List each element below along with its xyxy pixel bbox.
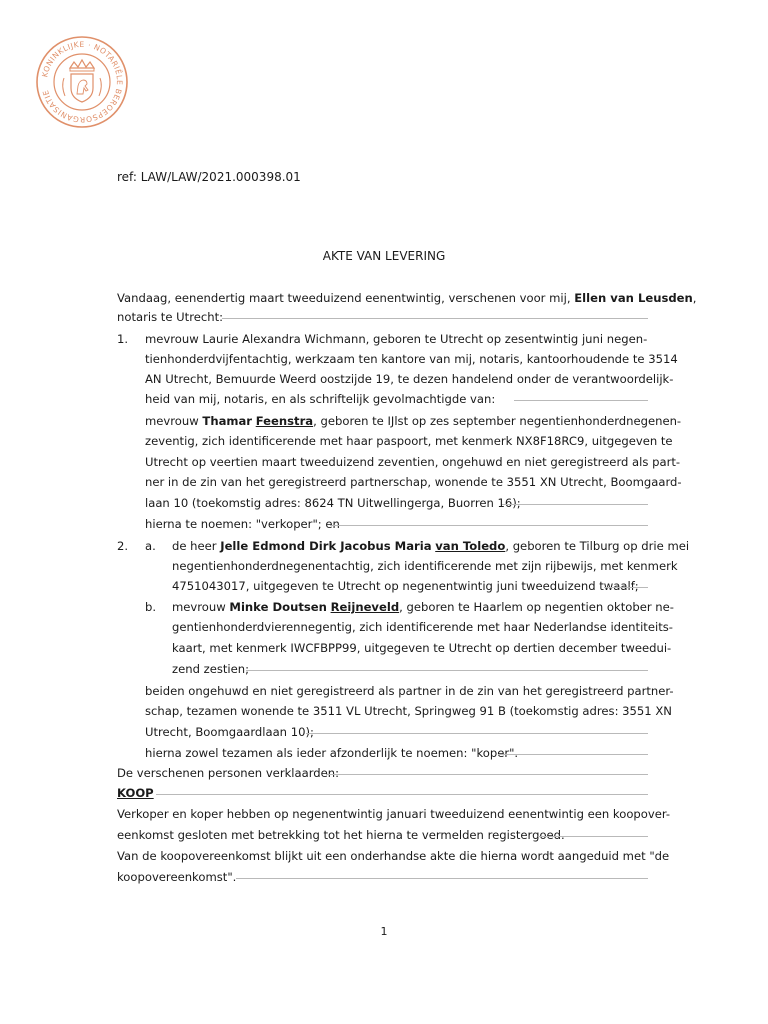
principal-prefix: mevrouw xyxy=(145,414,203,428)
item2b-line-4: zend zestien; xyxy=(172,662,250,676)
principal-line-5: laan 10 (toekomstig adres: 8624 TN Uitwellingerga, Buorren 16); xyxy=(145,496,521,510)
item2b-line-3: kaart, met kenmerk IWCFBPP99, uitgegeven te Utrecht op dertien december tweedui- xyxy=(172,641,672,655)
svg-text:KONINKLIJKE · NOTARIËLE BEROEP: KONINKLIJKE · NOTARIËLE BEROEPSORGANISATIE xyxy=(40,39,125,125)
intro-line-1 xyxy=(117,291,696,305)
item2-closing-4: hierna zowel tezamen als ieder afzonderlijk te noemen: "koper". xyxy=(145,746,519,760)
fill-line xyxy=(306,733,648,734)
item1-line-4: heid van mij, notaris, en als schriftelijk gevolmachtigde van: xyxy=(145,392,496,406)
buyer-1-last-name: van Toledo xyxy=(435,539,506,553)
fill-line xyxy=(222,318,648,319)
item2b-prefix: mevrouw xyxy=(172,600,230,614)
item1-line-1: mevrouw Laurie Alexandra Wichmann, geboren te Utrecht op zesentwintig juni negen- xyxy=(145,332,648,346)
item2-closing-3: Utrecht, Boomgaardlaan 10); xyxy=(145,725,314,739)
reference-number: ref: LAW/LAW/2021.000398.01 xyxy=(117,170,301,184)
item1-line-2: tienhonderdvijfentachtig, werkzaam ten kantore van mij, notaris, kantoorhoudende te 3514 xyxy=(145,352,678,366)
fill-line xyxy=(502,504,648,505)
item2a-line-2: negentienhonderdnegenentachtig, zich identificerende met zijn rijbewijs, met kenmerk xyxy=(172,559,678,573)
principal-last-name: Feenstra xyxy=(255,414,314,428)
fill-line xyxy=(246,670,648,671)
fill-line xyxy=(498,754,648,755)
principal-text: , geboren te IJlst op zes september negentienhonderdnegenen- xyxy=(313,414,682,428)
fill-line xyxy=(514,400,648,401)
principal-line-3: Utrecht op veertien maart tweeduizend zeventien, ongehuwd en niet geregistreerd als part- xyxy=(145,455,681,469)
item2b-line-2: gentienhonderdvierennegentig, zich identificerende met haar Nederlandse identiteits- xyxy=(172,620,673,634)
notary-name: Ellen van Leusden xyxy=(574,291,693,305)
buyer-2-first-names: Minke Doutsen xyxy=(229,600,327,614)
item2a-text: , geboren te Tilburg op drie mei xyxy=(505,539,690,553)
principal-line-4: ner in de zin van het geregistreerd partnerschap, wonende te 3551 XN Utrecht, Boomgaard- xyxy=(145,475,682,489)
koop-line-3: Van de koopovereenkomst blijkt uit een onderhandse akte die hierna wordt aangeduid met "de xyxy=(117,849,670,863)
intro-text: Vandaag, eenendertig maart tweeduizend eenentwintig, verschenen voor mij, xyxy=(117,291,575,305)
koop-line-2: eenkomst gesloten met betrekking tot het hierna te vermelden registergoed. xyxy=(117,828,565,842)
buyer-1-first-names: Jelle Edmond Dirk Jacobus Maria xyxy=(220,539,432,553)
item-number: 2. xyxy=(117,539,129,553)
item1-closing: hierna te noemen: "verkoper"; en xyxy=(145,517,340,531)
item2-closing-1: beiden ongehuwd en niet geregistreerd als partner in de zin van het geregistreerd partner- xyxy=(145,684,674,698)
notarial-seal-logo xyxy=(34,34,130,130)
principal-line-2: zeventig, zich identificerende met haar paspoort, met kenmerk NX8F18RC9, uitgegeven te xyxy=(145,434,673,448)
fill-line xyxy=(156,794,648,795)
intro-line-2: notaris te Utrecht: xyxy=(117,310,224,324)
buyer-2-last-name: Reijneveld xyxy=(330,600,400,614)
item2a-line-3: 4751043017, uitgegeven te Utrecht op negenentwintig juni tweeduizend twaalf; xyxy=(172,579,639,593)
item2-closing-2: schap, tezamen wonende te 3511 VL Utrecht, Springweg 91 B (toekomstig adres: 3551 XN xyxy=(145,704,672,718)
deed-title: AKTE VAN LEVERING xyxy=(322,249,446,263)
principal-first-name: Thamar xyxy=(202,414,253,428)
intro-punct: , xyxy=(692,291,697,305)
section-heading-koop: KOOP xyxy=(117,786,154,800)
koop-line-4: koopovereenkomst". xyxy=(117,870,237,884)
fill-line xyxy=(604,587,648,588)
fill-line xyxy=(330,525,648,526)
item-number: 1. xyxy=(117,332,129,346)
fill-line xyxy=(538,836,648,837)
item1-line-3: AN Utrecht, Bemuurde Weerd oostzijde 19, te dezen handelend onder de verantwoordelijk- xyxy=(145,372,674,386)
sub-item-label: a. xyxy=(145,539,156,553)
principal-line-1 xyxy=(145,414,681,428)
item2b-line-1 xyxy=(172,600,674,614)
item2a-line-1 xyxy=(172,539,689,553)
item2b-text: , geboren te Haarlem op negentien oktober ne- xyxy=(399,600,674,614)
page-number: 1 xyxy=(380,925,388,938)
item2a-prefix: de heer xyxy=(172,539,221,553)
declared-line: De verschenen personen verklaarden: xyxy=(117,766,340,780)
koop-line-1: Verkoper en koper hebben op negenentwintig januari tweeduizend eenentwintig een koopover- xyxy=(117,807,671,821)
fill-line xyxy=(236,878,648,879)
fill-line xyxy=(326,774,648,775)
sub-item-label: b. xyxy=(145,600,157,614)
